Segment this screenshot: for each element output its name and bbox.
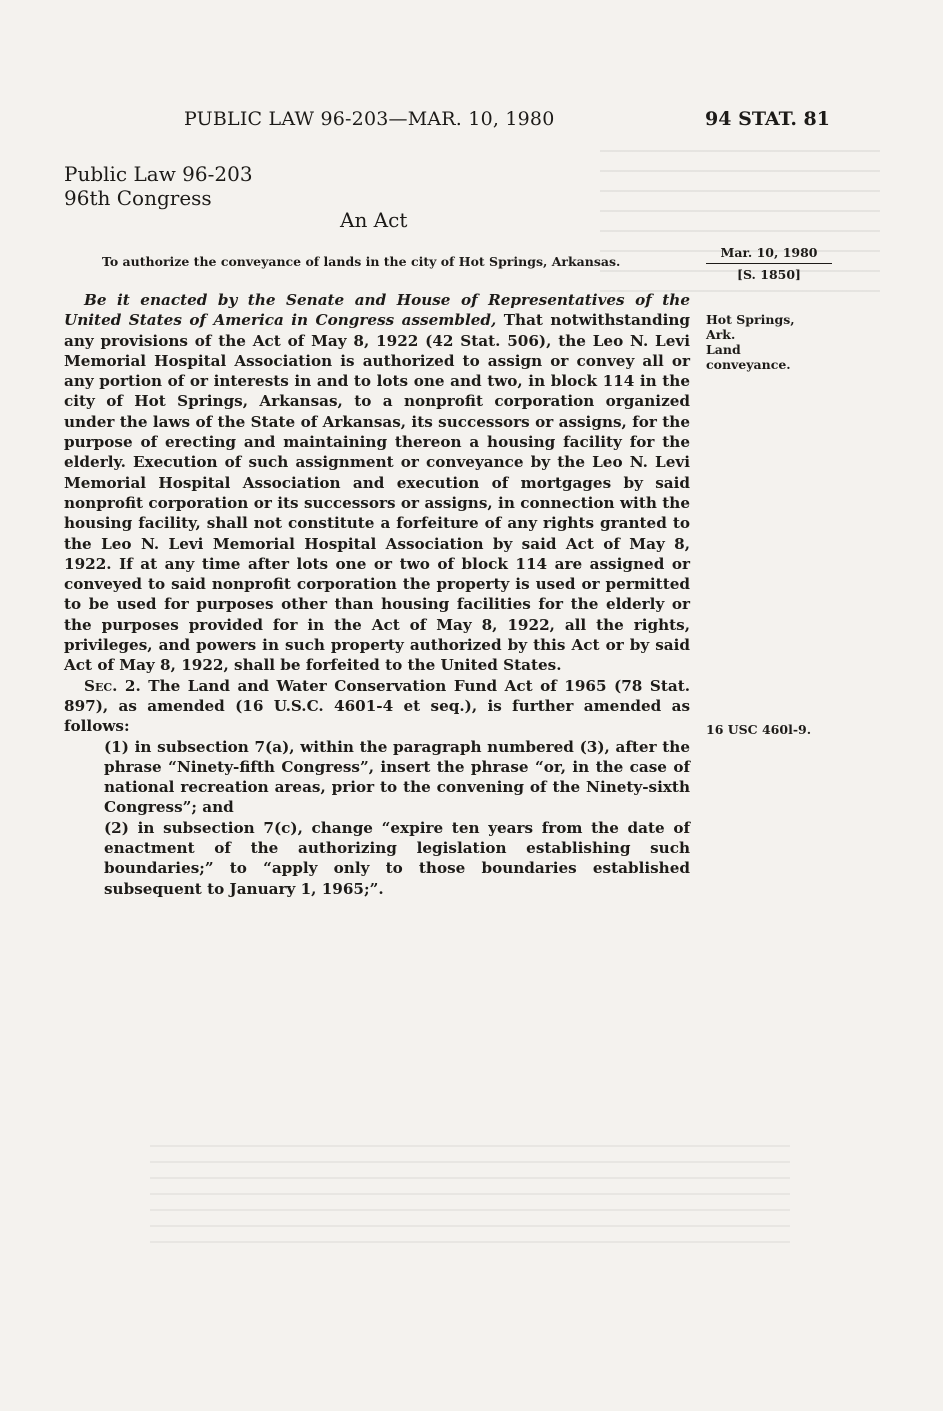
section-2-text: The Land and Water Conservation Fund Act of 1965 (78 Stat. 897), as amended (16 U.S.C. 4601-4 et seq.), is further amended as follows: — [64, 676, 691, 736]
margin-date-note — [706, 245, 832, 282]
act-body — [64, 290, 690, 899]
margin-note-usc: 16 USC 460l-9. — [706, 722, 812, 737]
section-1-text: That notwithstanding any provisions of the Act of May 8, 1922 (42 Stat. 506), the Leo N. Levi Memorial Hospital Association is authorized to assign or convey all or any portion of or interests in and to lots one and two, in block 114 in the city of Hot Springs, Arkansas, to a nonprofit corporation organized under the laws of the State of Arkansas, its successors or assigns, for the purpose of erecting and maintaining thereon a housing facility for the elderly. Execution of such assignment or conveyance by the Leo N. Levi Memorial Hospital Association and execution of mortgages by said nonprofit corporation or its successors or assigns, in connection with the housing facility, shall not constitute a forfeiture of any rights granted to the Leo N. Levi Memorial Hospital Association by said Act of May 8, 1922. If at any time after lots one or two of block 114 are assigned or conveyed to said nonprofit corporation the property is used or permitted to be used for purposes other than housing facilities for the elderly or the purposes provided for in the Act of May 8, 1922, all the rights, privileges, and powers in such property authorized by this Act or by said Act of May 8, 1922, shall be forfeited to the United States. — [64, 311, 690, 675]
section-2-label: Sec. 2. — [84, 676, 141, 695]
margin-note-line: Land — [706, 342, 741, 357]
running-head: PUBLIC LAW 96-203—MAR. 10, 1980 — [184, 108, 555, 130]
amendment-item-1: (1) in subsection 7(a), within the paragraph numbered (3), after the phrase “Ninety-fifth Congress”, insert the phrase “or, in the case of national recreation areas, prior to the convening of the Ninety-sixth Congress”; and — [104, 737, 690, 817]
section-1 — [64, 290, 690, 676]
bleed-through-shadow-lower — [150, 1145, 790, 1255]
margin-note-line: Hot Springs, — [706, 312, 795, 327]
margin-note-line: conveyance. — [706, 357, 791, 372]
enactment-date: Mar. 10, 1980 — [706, 245, 832, 264]
bill-number: [S. 1850] — [737, 267, 801, 282]
section-2 — [64, 676, 690, 737]
act-purpose: To authorize the conveyance of lands in the city of Hot Springs, Arkansas. — [102, 254, 621, 269]
law-identifier — [64, 162, 253, 210]
public-law-number: Public Law 96-203 — [64, 162, 253, 186]
act-title: An Act — [340, 208, 408, 232]
enacting-clause: Be it enacted by the Senate and House of Representatives of the United States of America in Congress assembled, — [64, 291, 690, 330]
margin-note-line: Ark. — [706, 327, 736, 342]
congress-number: 96th Congress — [64, 186, 212, 210]
stat-reference: 94 STAT. 81 — [705, 108, 830, 130]
amendment-item-2: (2) in subsection 7(c), change “expire ten years from the date of enactment of the authorizing legislation establishing such boundaries;” to “apply only to those boundaries established subsequent to January 1, 1965;”. — [104, 818, 690, 898]
margin-note-hot-springs — [706, 312, 795, 372]
